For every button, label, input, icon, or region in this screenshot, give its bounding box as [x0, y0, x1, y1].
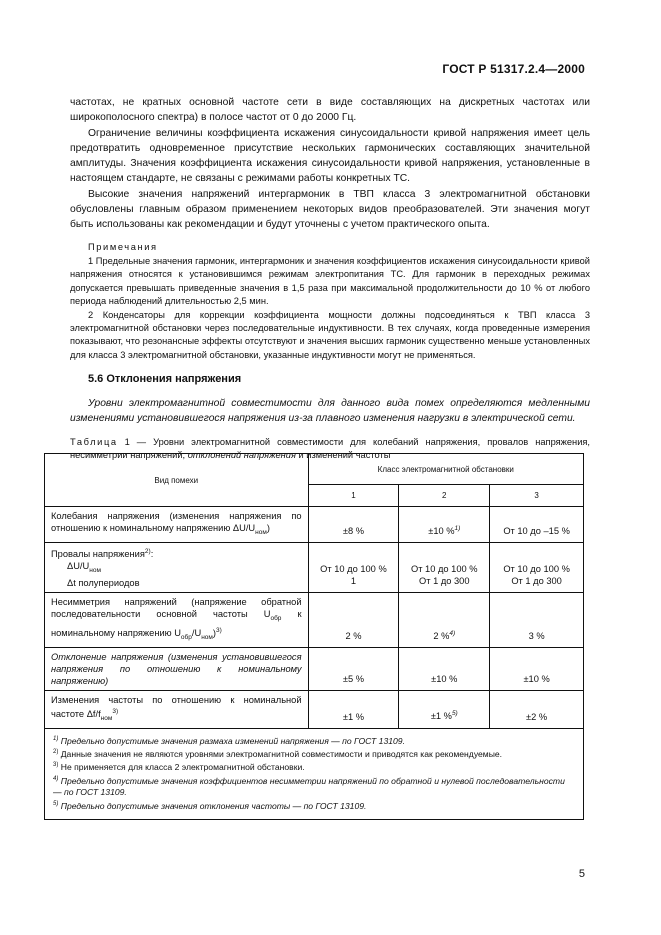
footnote: $^{5)}$ Предельно допустимые значения отклонения частоты — по ГОСТ 13109. [53, 800, 367, 811]
class-header: 1 [308, 485, 399, 507]
paragraph: частотах, не кратных основной частоте сети в виде составляющих на дискретных частотах или широкополосного спектра) в полосе частот от 0 до 2000 Гц. [70, 97, 590, 124]
cell-value: 3 % [490, 592, 584, 647]
cell-value: ±2 % [490, 690, 584, 728]
section-description: Уровни электромагнитной совместимости для данного вида помех определяются медленными изменениями установившегося напряжения из-за плавного изменения нагрузки в электрической сети. [70, 397, 590, 424]
row-description: Изменения частоты по отношению к номинальной частоте $\Delta f/f_{ном}^{3)}$ [45, 690, 309, 728]
table-row [45, 592, 584, 647]
note-item: 1 Предельные значения гармоник, интергармоник и значения коэффициентов искажения синусоидальности кривой напряжения относятся к установившимся режимам электропитания ТС. Для гармоник в переходных режимах допускается превышать приведенные значения в 1,5 раза при максимальной продолжительности до 10 % от любого периода наблюдений длительностью 2,5 мин. [70, 255, 590, 307]
table-caption-tail: и изменений частоты [295, 450, 391, 461]
footnote: $^{1)}$ Предельно допустимые значения размаха изменений напряжения — по ГОСТ 13109. [53, 735, 405, 746]
notes-title: Примечания [88, 241, 158, 252]
cell-value: 2 %$^{4)}$ [399, 592, 490, 647]
cell-value: ±10 %$^{1)}$ [399, 507, 490, 543]
row-description: Колебания напряжения (изменения напряжения по отношению к номинальному напряжению $\Delta U/U_{ном}$) [45, 507, 309, 543]
cell-value: От 10 до 100 % 1 [308, 542, 399, 592]
table-row [45, 647, 584, 690]
row-description: Несимметрия напряжений (напряжение обратной последовательности основной частоты $U_{обр}$ к номинальному напряжению $U_{обр}/U_{ном})^{3)}$ [45, 592, 309, 647]
table-row [45, 690, 584, 728]
paragraph: Высокие значения напряжений интергармоник в ТВП класса 3 электромагнитной обстановки обусловлены главным образом применением некоторых видов преобразователей. Эти значения могут быть использованы как рекомендации и будут уточнены с учетом практического опыта. [70, 188, 590, 231]
footnote: $^{2)}$ Данные значения не являются уровнями электромагнитной совместимости и приводятся как рекомендуемые. [53, 748, 503, 759]
cell-value: ±5 % [308, 647, 399, 690]
table-caption-text: 1 — Уровни электромагнитной совместимости для колебаний напряжения, провалов напряжения, несимметрии напряжений, [70, 437, 590, 461]
column-header-class-group: Класс электромагнитной обстановки [308, 454, 583, 485]
column-header-disturbance: Вид помехи [45, 454, 309, 507]
class-header: 2 [399, 485, 490, 507]
table-caption-label: Таблица [70, 437, 118, 448]
cell-value: От 10 до –15 % [490, 507, 584, 543]
emc-levels-table [44, 453, 584, 820]
document-body [70, 95, 590, 463]
row-description: Отклонение напряжения (изменения установившегося напряжения по отношению к номинальному напряжению) [45, 647, 309, 690]
footnote: $^{3)}$ Не применяется для класса 2 электромагнитной обстановки. [53, 762, 305, 773]
table-row [45, 507, 584, 543]
paragraph: Ограничение величины коэффициента искажения синусоидальности кривой напряжения имеет цель предотвратить одновременное присутствие нескольких гармонических составляющих значительной амплитуды. Значения коэффициента искажения синусоидальности кривой напряжения, установленные в настоящем стандарте, не связаны с режимами работы конкретных ТС. [70, 127, 590, 185]
section-heading: 5.6 Отклонения напряжения [88, 373, 242, 386]
table-row [45, 542, 584, 592]
cell-value: От 10 до 100 % От 1 до 300 [490, 542, 584, 592]
cell-value: 2 % [308, 592, 399, 647]
page-number: 5 [578, 868, 585, 880]
table-caption-italic: отклонений напряжения [187, 450, 296, 461]
cell-value: ±8 % [308, 507, 399, 543]
cell-value: ±1 % [308, 690, 399, 728]
cell-value: ±10 % [399, 647, 490, 690]
standard-header: ГОСТ Р 51317.2.4—2000 [442, 62, 585, 76]
cell-value: От 10 до 100 % От 1 до 300 [399, 542, 490, 592]
cell-value: ±1 %$^{5)}$ [399, 690, 490, 728]
row-description: Провалы напряжения$^{2)}$: $\Delta U/U_{ном}$ Δt полупериодов [45, 542, 309, 592]
note-item: 2 Конденсаторы для коррекции коэффициента мощности должны подсоединяться к ТВП класса 3 электромагнитной обстановки через последовательные индуктивности. В тех случаях, когда проведенные измерения показывают, что резонансные эффекты отсутствуют и значения высших гармоник существенно меньше установленных для класса 3 электромагнитной обстановки, указанные индуктивности могут не применяться. [70, 309, 590, 360]
cell-value: ±10 % [490, 647, 584, 690]
table-footnotes [45, 728, 584, 819]
footnote: $^{4)}$ Предельно допустимые значения коэффициентов несимметрии напряжений по обратной и нулевой последовательности — по ГОСТ 13109. [53, 775, 565, 798]
class-header: 3 [490, 485, 584, 507]
